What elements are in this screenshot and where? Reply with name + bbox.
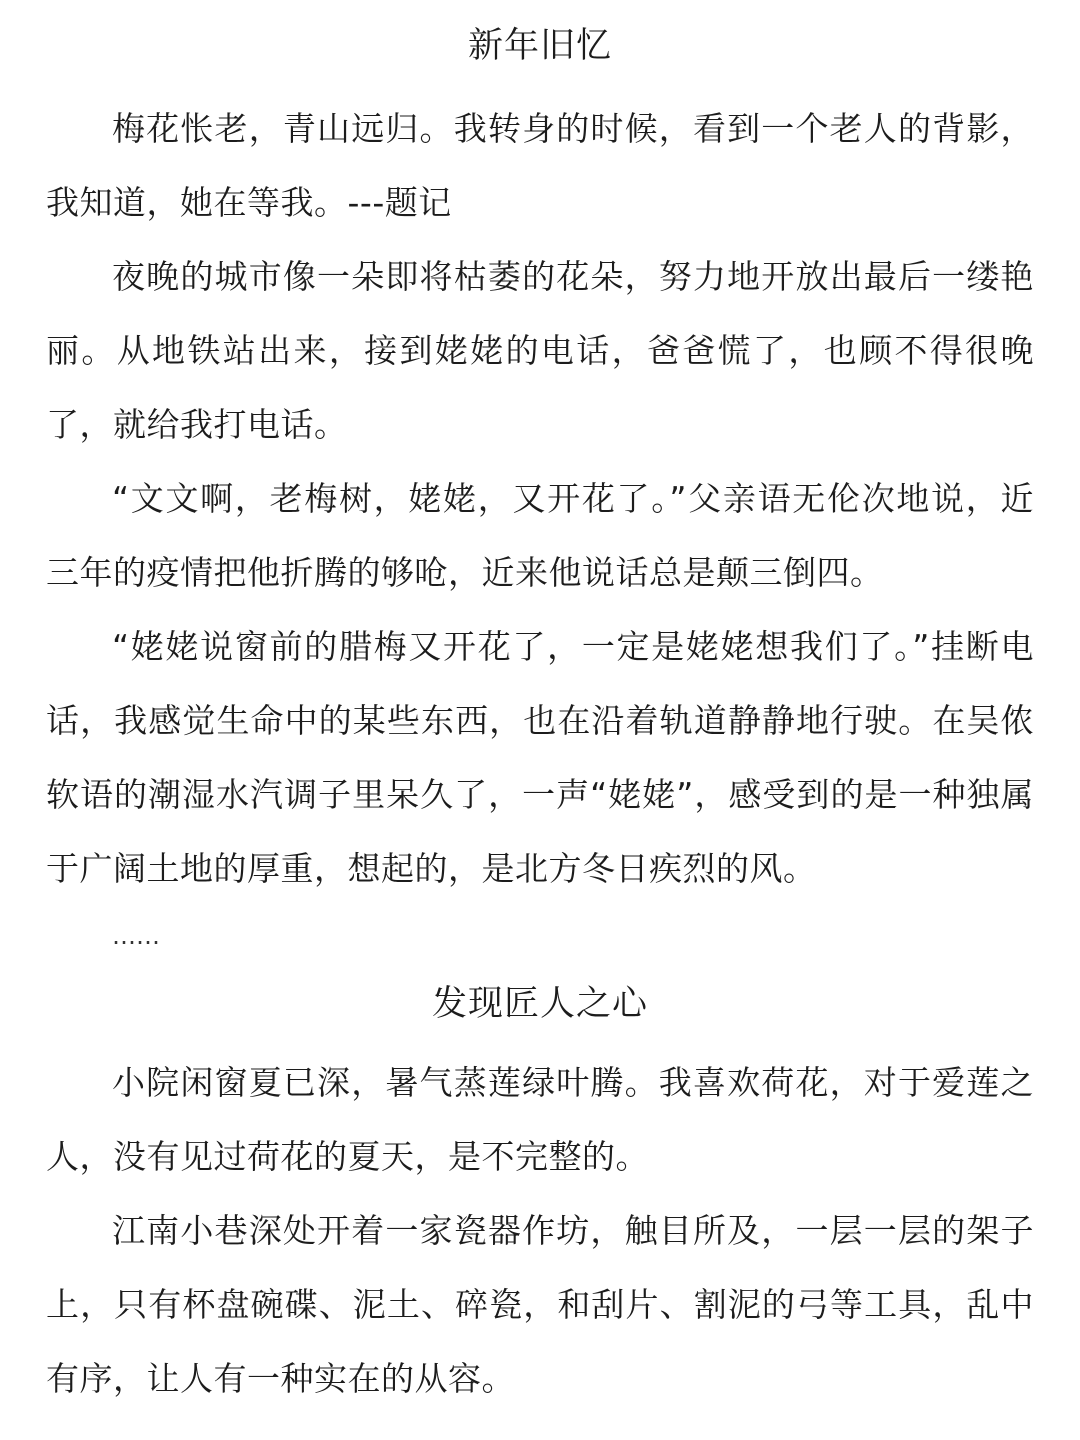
paragraph: 江南小巷深处开着一家瓷器作坊，触目所及，一层一层的架子上，只有杯盘碗碟、泥土、碎瓷，和刮片、割泥的弓等工具，乱中有序，让人有一种实在的从容。 [46,1211,1034,1398]
paragraph: “文文啊，老梅树，姥姥，又开花了。”父亲语无伦次地说，近三年的疫情把他折腾的够呛，近来他说话总是颠三倒四。 [46,479,1034,592]
paragraph: “姥姥说窗前的腊梅又开花了，一定是姥姥想我们了。”挂断电话，我感觉生命中的某些东西，也在沿着轨道静静地行驶。在吴侬软语的潮湿水汽调子里呆久了，一声“姥姥”，感受到的是一种独属于广阔土地的厚重，想起的，是北方冬日疾烈的风。 [46,627,1034,888]
paragraph: 梅花怅老，青山远归。我转身的时候，看到一个老人的背影，我知道，她在等我。---题记 [46,109,1034,222]
section-title-craftsman-heart: 发现匠人之心 [431,984,648,1024]
paragraph: 夜晚的城市像一朵即将枯萎的花朵，努力地开放出最后一缕艳丽。从地铁站出来，接到姥姥的电话，爸爸慌了，也顾不得很晚了，就给我打电话。 [46,257,1034,444]
ellipsis-separator: …… [112,922,160,950]
section-title-new-year-memories: 新年旧忆 [467,26,612,66]
paragraph: 小院闲窗夏已深，暑气蒸莲绿叶腾。我喜欢荷花，对于爱莲之人，没有见过荷花的夏天，是不完整的。 [46,1063,1034,1176]
